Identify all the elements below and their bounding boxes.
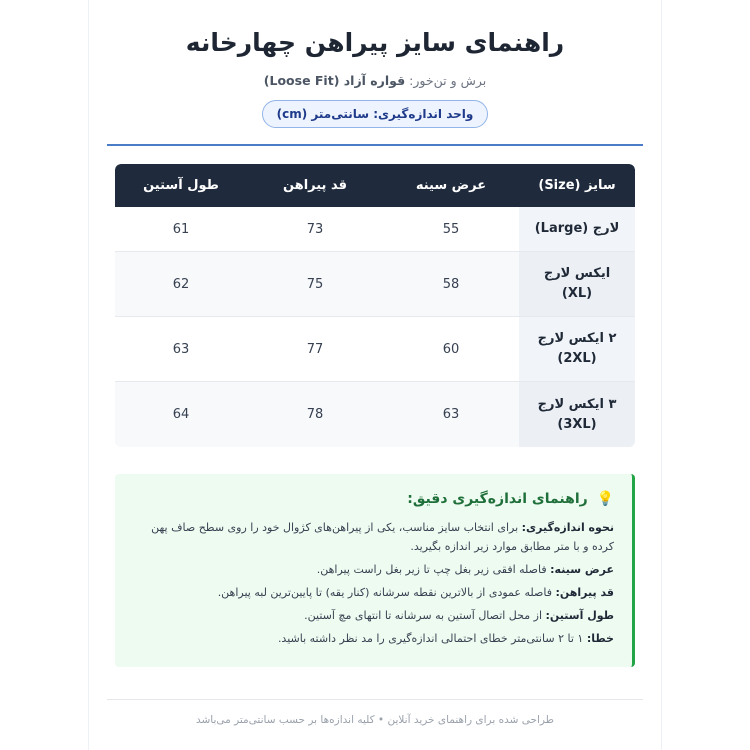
guide-item-key: قد پیراهن: — [555, 586, 614, 599]
header-divider — [107, 144, 643, 146]
guide-item-text: برای انتخاب سایز مناسب، یکی از پیراهن‌های کژوال خود را روی سطح صاف پهن کرده و با متر مطابق موارد زیر اندازه بگیرید. — [151, 521, 614, 553]
guide-item — [133, 583, 614, 602]
row-length: 73 — [306, 221, 324, 237]
fit-label: برش و تن‌خور: — [409, 73, 487, 88]
header-chest: عرض سینه — [415, 178, 487, 193]
unit-badge: واحد اندازه‌گیری: سانتی‌متر (cm) — [262, 100, 489, 128]
header — [89, 0, 661, 128]
table-header-row — [115, 164, 635, 207]
row-chest: 55 — [442, 221, 460, 237]
row-size: لارج (Large) — [519, 207, 635, 251]
row-size: ۳ ایکس لارج (3XL) — [519, 382, 635, 447]
guide-item-key: عرض سینه: — [550, 563, 614, 576]
guide-item-text: از محل اتصال آستین به سرشانه تا انتهای مچ آستین. — [304, 609, 542, 622]
guide-item-key: نحوه اندازه‌گیری: — [521, 521, 614, 534]
guide-item — [133, 629, 614, 648]
lightbulb-icon: 💡 — [596, 491, 614, 507]
row-sleeve: 64 — [115, 382, 247, 447]
footer-note: طراحی شده برای راهنمای خرید آنلاین • کلیه اندازه‌ها بر حسب سانتی‌متر می‌باشد — [195, 714, 555, 726]
size-guide-page — [88, 0, 662, 750]
guide-item-text: فاصله عمودی از بالاترین نقطه سرشانه (کنار یقه) تا پایین‌ترین لبه پیراهن. — [217, 586, 552, 599]
table-row — [115, 207, 635, 252]
row-size: ۲ ایکس لارج (2XL) — [519, 317, 635, 381]
size-table — [115, 164, 635, 447]
page-title: راهنمای سایز پیراهن چهارخانه — [185, 28, 565, 57]
row-chest: 60 — [442, 341, 460, 357]
header-length: قد پیراهن — [283, 178, 347, 193]
header-sleeve: طول آستین — [143, 178, 219, 193]
fit-line — [89, 72, 661, 90]
row-sleeve: 63 — [172, 341, 190, 357]
guide-item-key: طول آستین: — [545, 609, 614, 622]
guide-item-text: فاصله افقی زیر بغل چپ تا زیر بغل راست پیراهن. — [316, 563, 547, 576]
fit-value: قواره آزاد (Loose Fit) — [263, 73, 406, 88]
footer-divider — [107, 699, 643, 700]
guide-item — [133, 518, 614, 556]
row-length: 77 — [306, 341, 324, 357]
guide-title — [133, 488, 614, 510]
row-chest: 63 — [383, 382, 519, 447]
table-row — [115, 252, 635, 317]
row-chest: 58 — [383, 252, 519, 316]
guide-title-text: راهنمای اندازه‌گیری دقیق: — [407, 491, 588, 507]
table-row — [115, 317, 635, 382]
header-size: سایز (Size) — [538, 178, 616, 193]
row-sleeve: 61 — [172, 221, 190, 237]
table-row — [115, 382, 635, 447]
row-size: ایکس لارج (XL) — [519, 252, 635, 316]
row-sleeve: 62 — [115, 252, 247, 316]
row-length: 75 — [247, 252, 383, 316]
guide-item-key: خطا: — [586, 632, 614, 645]
guide-item — [133, 560, 614, 579]
row-length: 78 — [247, 382, 383, 447]
guide-item-text: ۱ تا ۲ سانتی‌متر خطای احتمالی اندازه‌گیری را مد نظر داشته باشید. — [277, 632, 584, 645]
measurement-guide — [115, 474, 635, 667]
guide-item — [133, 606, 614, 625]
